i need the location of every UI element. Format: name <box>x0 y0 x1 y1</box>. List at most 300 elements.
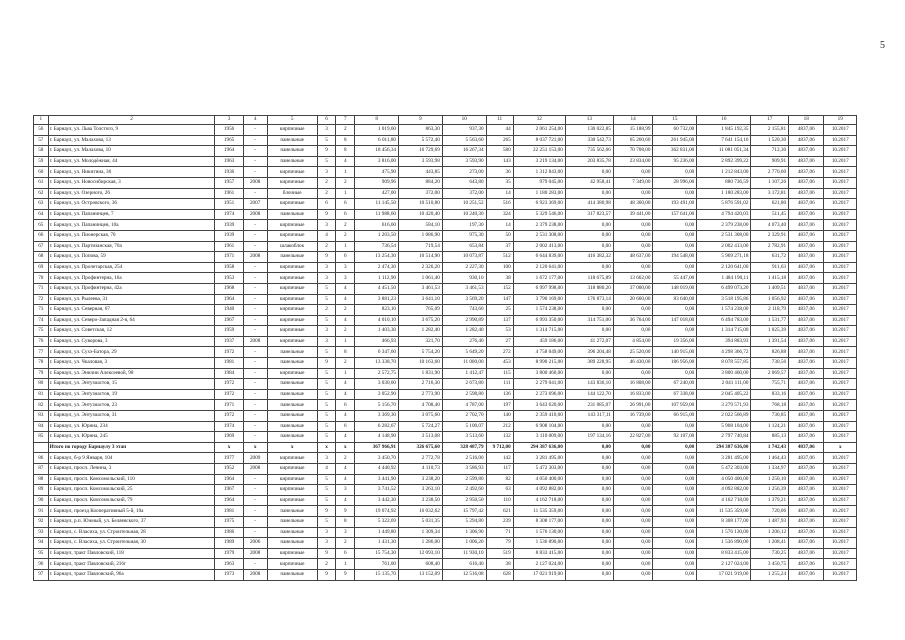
table-cell: 833,16 <box>751 389 789 400</box>
table-cell: - <box>243 485 267 496</box>
column-number-cell: 13 <box>565 116 613 125</box>
table-cell: 197,30 <box>442 220 486 231</box>
table-cell: г. Барнаул, ул. Пионерская, 70 <box>48 230 215 241</box>
table-cell: кирпичные <box>267 315 317 326</box>
table-cell: кирпичные <box>267 273 317 284</box>
table-cell: 3 052,90 <box>355 389 399 400</box>
table-cell: 1 <box>336 559 355 570</box>
table-cell: 3 <box>317 453 336 464</box>
table-cell: 4837,06 <box>789 347 824 358</box>
table-cell: 8 <box>336 135 355 146</box>
table-cell: 2 599,80 <box>442 474 486 485</box>
table-cell: 1961 <box>215 188 243 199</box>
table-cell: 8 308 177,00 <box>697 516 751 527</box>
table-cell: 396 204,48 <box>565 347 613 358</box>
table-cell: 1 061,40 <box>399 273 443 284</box>
table-cell: 0,00 <box>653 538 697 549</box>
table-cell: 414 380,98 <box>565 199 613 210</box>
table-cell: 3 030,00 <box>355 379 399 390</box>
table-cell: кирпичные <box>267 220 317 231</box>
table-cell: 3 <box>317 262 336 273</box>
table-cell: г. Барнаул, ул. Юрина, 234 <box>48 421 215 432</box>
table-cell: г. Барнаул, ул. Северная, 67 <box>48 305 215 316</box>
table-cell: 10.2017 <box>824 125 857 136</box>
table-cell: 265 <box>486 135 513 146</box>
table-cell: 13 254,30 <box>355 252 399 263</box>
table-cell: - <box>243 135 267 146</box>
table-cell: 720,06 <box>751 506 789 517</box>
table-row <box>34 336 857 347</box>
table-cell: 0,00 <box>565 326 613 337</box>
table-cell: 2 120 641,00 <box>697 262 751 273</box>
table-cell: 0,00 <box>653 241 697 252</box>
table-cell: 2006 <box>243 538 267 549</box>
table-cell: 10.2017 <box>824 421 857 432</box>
table-row <box>34 273 857 284</box>
table-cell: 2 <box>336 538 355 549</box>
table-cell: панельные <box>267 347 317 358</box>
table-cell: 512 <box>486 252 513 263</box>
table-cell: 2 892 399,22 <box>697 156 751 167</box>
table-cell: 5 472 303,00 <box>697 464 751 475</box>
table-cell: 4837,06 <box>789 442 824 453</box>
table-cell: 42 958,41 <box>565 177 613 188</box>
table-cell: 1 536 890,00 <box>513 538 565 549</box>
table-cell: 1 531,77 <box>751 315 789 326</box>
table-cell: 930,10 <box>442 273 486 284</box>
table-cell: г. Барнаул, ул. Энтузиастов, 31 <box>48 411 215 422</box>
table-cell: 0,00 <box>613 474 653 485</box>
table-cell: г. Барнаул, тракт Павловский, 96а <box>48 569 215 580</box>
table-row <box>34 177 857 188</box>
table-cell: 5 <box>317 389 336 400</box>
table-cell: 11 535 359,00 <box>513 506 565 517</box>
table-cell: кирпичные <box>267 283 317 294</box>
table-cell: - <box>243 379 267 390</box>
table-cell: 194 548,00 <box>653 252 697 263</box>
table-cell: 3 593,90 <box>442 156 486 167</box>
column-number-row <box>34 116 857 125</box>
table-cell: 50 <box>486 230 513 241</box>
table-cell: - <box>243 358 267 369</box>
table-cell: 143 <box>486 156 513 167</box>
table-cell: 743,60 <box>442 305 486 316</box>
table-cell: 144 122,70 <box>565 389 613 400</box>
table-cell: 48 360,00 <box>613 199 653 210</box>
table-cell: 23 834,00 <box>613 156 653 167</box>
table-cell: 92 <box>34 516 49 527</box>
table-cell: 4 050 400,00 <box>513 474 565 485</box>
table-cell: 56 <box>34 125 49 136</box>
table-cell: 11 145,50 <box>355 199 399 210</box>
table-cell: 38 <box>486 273 513 284</box>
table-cell: 0,00 <box>613 495 653 506</box>
table-row <box>34 485 857 496</box>
table-cell: 13 152,09 <box>399 569 443 580</box>
table-row <box>34 262 857 273</box>
table-cell: 3 450,75 <box>751 559 789 570</box>
table-cell: 2 <box>336 220 355 231</box>
table-cell: 5 <box>317 368 336 379</box>
table-cell: 328 487,79 <box>442 442 486 453</box>
table-cell: 3 <box>317 538 336 549</box>
table-row <box>34 464 857 475</box>
table-cell: 44 <box>486 125 513 136</box>
table-cell: 4 <box>336 315 355 326</box>
table-cell: 0,00 <box>653 326 697 337</box>
table-row <box>34 474 857 485</box>
table-cell: 7 349,00 <box>613 177 653 188</box>
table-cell: 10.2017 <box>824 230 857 241</box>
table-cell: 10.2017 <box>824 506 857 517</box>
table-cell: 10 510,80 <box>399 199 443 210</box>
table-cell: - <box>243 262 267 273</box>
table-cell: 0,00 <box>613 485 653 496</box>
table-cell: - <box>243 474 267 485</box>
table-cell: 10 240,30 <box>442 209 486 220</box>
column-number-cell: 11 <box>486 116 513 125</box>
table-cell: 884,20 <box>399 177 443 188</box>
table-cell: 2008 <box>243 177 267 188</box>
table-cell: панельные <box>267 358 317 369</box>
table-cell: 3 <box>317 527 336 538</box>
table-cell: 2 022 566,89 <box>697 411 751 422</box>
table-cell: 511,45 <box>751 209 789 220</box>
table-cell: 66 <box>34 230 49 241</box>
column-number-cell: 9 <box>399 116 443 125</box>
table-row <box>34 559 857 570</box>
table-cell: - <box>243 220 267 231</box>
table-cell: 1956 <box>215 125 243 136</box>
table-cell: 53 <box>486 326 513 337</box>
table-cell: г. Барнаул, ул. Чкаловая, 3 <box>48 358 215 369</box>
table-cell: - <box>243 273 267 284</box>
table-cell: 16 808,00 <box>613 379 653 390</box>
table-cell: 2 <box>317 188 336 199</box>
table-cell: 0,00 <box>653 474 697 485</box>
table-cell: 2 782,91 <box>751 241 789 252</box>
table-cell: - <box>243 411 267 422</box>
table-cell: г. Барнаул, ул. Юрина, 245 <box>48 432 215 443</box>
table-cell: 712,30 <box>751 146 789 157</box>
table-cell: 6 908 104,00 <box>513 421 565 432</box>
table-cell: г. Барнаул, ул. Партизанская, 70а <box>48 241 215 252</box>
table-cell: 0,00 <box>565 548 613 559</box>
table-cell: 2008 <box>243 209 267 220</box>
table-cell: 94 <box>34 538 49 549</box>
table-cell: 62 <box>34 188 49 199</box>
table-cell: 4 758 049,00 <box>513 347 565 358</box>
table-cell: 68 <box>34 252 49 263</box>
table-cell: 0,00 <box>653 421 697 432</box>
table-cell: 110 <box>486 495 513 506</box>
table-cell: 3 641,10 <box>399 294 443 305</box>
table-cell: 10.2017 <box>824 548 857 559</box>
table-cell: г. Барнаул, ул. Малахова, 10 <box>48 146 215 157</box>
table-cell: 140 915,00 <box>653 347 697 358</box>
table-cell: 1 576 130,00 <box>697 527 751 538</box>
table-cell: 1971 <box>215 400 243 411</box>
table-cell: 5 908 104,00 <box>697 421 751 432</box>
table-cell: 203 835,78 <box>565 156 613 167</box>
table-cell: 2 359 410,00 <box>513 411 565 422</box>
table-cell: 1969 <box>215 432 243 443</box>
table-cell: 330 542,73 <box>565 135 613 146</box>
table-cell: 394 883,93 <box>697 336 751 347</box>
table-cell: 0,00 <box>653 305 697 316</box>
table-cell: 10.2017 <box>824 411 857 422</box>
table-row <box>34 516 857 527</box>
table-cell: 3 569,20 <box>442 294 486 305</box>
table-cell: 11 081 051,34 <box>697 146 751 157</box>
table-cell: 1 282,40 <box>442 326 486 337</box>
table-cell: 6 <box>336 548 355 559</box>
table-cell: 880 736,59 <box>697 177 751 188</box>
table-row <box>34 421 857 432</box>
table-cell: 157 641,00 <box>653 209 697 220</box>
table-cell <box>34 442 49 453</box>
housing-register-table <box>33 115 857 581</box>
table-cell: 19 074,92 <box>355 506 399 517</box>
table-cell: 92 107,00 <box>653 432 697 443</box>
table-cell: 1 742,43 <box>751 442 789 453</box>
table-cell: 2008 <box>243 336 267 347</box>
table-cell: г. Барнаул, с. Власиха, ул. Строительная, 30 <box>48 538 215 549</box>
table-cell: 136 <box>486 389 513 400</box>
table-cell: 0,00 <box>613 220 653 231</box>
table-cell: 1973 <box>215 569 243 580</box>
table-cell: 4837,06 <box>789 252 824 263</box>
table-cell: 4 110,73 <box>399 464 443 475</box>
table-cell: - <box>243 315 267 326</box>
table-cell: 82 <box>34 400 49 411</box>
table-cell: 2 <box>336 230 355 241</box>
table-cell: 5 322,69 <box>355 516 399 527</box>
table-cell: 4 <box>336 389 355 400</box>
table-cell: кирпичные <box>267 262 317 273</box>
table-cell: 22 827,00 <box>613 432 653 443</box>
table-cell: 294 387 636,00 <box>697 442 751 453</box>
table-cell: 6 499 073,20 <box>697 283 751 294</box>
table-cell: 10.2017 <box>824 220 857 231</box>
table-cell: 4 854,00 <box>613 336 653 347</box>
table-cell: 10.2017 <box>824 559 857 570</box>
table-cell: 1967 <box>215 315 243 326</box>
table-cell: 4837,06 <box>789 262 824 273</box>
table-cell: 59 <box>34 156 49 167</box>
table-cell: 4 298 366,72 <box>697 347 751 358</box>
table-cell: 294 387 636,00 <box>513 442 565 453</box>
table-cell: 2 673,80 <box>442 379 486 390</box>
table-cell: 3 <box>317 220 336 231</box>
table-cell: 147 <box>486 294 513 305</box>
table-cell: 6 011,80 <box>355 135 399 146</box>
table-cell: г. Барнаул, ул. Молодёжная, 44 <box>48 156 215 167</box>
table-cell: 1 <box>336 368 355 379</box>
table-cell: 2 379 238,00 <box>697 220 751 231</box>
table-cell: 2 002 413,00 <box>513 241 565 252</box>
table-cell: 1 <box>336 167 355 178</box>
table-cell: 0,00 <box>613 230 653 241</box>
table-cell: 4 092 882,00 <box>513 485 565 496</box>
table-cell: 2 <box>336 125 355 136</box>
table-cell: 823,10 <box>355 305 399 316</box>
table-cell: x <box>243 442 267 453</box>
table-cell: 115 <box>486 368 513 379</box>
table-cell: 1 056,92 <box>751 294 789 305</box>
table-cell: 11 930,10 <box>442 548 486 559</box>
table-cell: 77 <box>34 347 49 358</box>
table-cell: панельные <box>267 135 317 146</box>
table-cell: 1981 <box>215 358 243 369</box>
table-cell: 5 572,40 <box>399 135 443 146</box>
table-cell: 475,90 <box>355 167 399 178</box>
table-cell: 14 <box>486 220 513 231</box>
table-cell: 5 <box>317 135 336 146</box>
table-cell: 63 <box>486 485 513 496</box>
table-cell: 1968 <box>215 283 243 294</box>
table-cell: 317 823,57 <box>565 209 613 220</box>
table-cell: 107 959,00 <box>653 400 697 411</box>
table-row <box>34 230 857 241</box>
table-cell: 4837,06 <box>789 167 824 178</box>
table-cell: панельные <box>267 156 317 167</box>
table-cell: 5 <box>317 315 336 326</box>
table-cell: панельные <box>267 569 317 580</box>
table-row <box>34 167 857 178</box>
table-cell: 318 880,20 <box>565 283 613 294</box>
table-cell: г. Барнаул, ул. Рылеева, 31 <box>48 294 215 305</box>
table-cell: 1 314 715,00 <box>513 326 565 337</box>
table-cell: 15 135,70 <box>355 569 399 580</box>
table-cell: 10.2017 <box>824 315 857 326</box>
table-cell: 87 <box>34 464 49 475</box>
table-cell: 1951 <box>215 199 243 210</box>
table-row <box>34 400 857 411</box>
table-cell: г. Барнаул, ул. Советская, 12 <box>48 326 215 337</box>
table-cell: 1 314 715,00 <box>697 326 751 337</box>
table-cell: 4 050 400,00 <box>697 474 751 485</box>
table-cell: 10.2017 <box>824 368 857 379</box>
table-cell: 0,00 <box>653 569 697 580</box>
table-cell: 4837,06 <box>789 336 824 347</box>
table-cell: г. Барнаул, ул. Новосибирская, 3 <box>48 177 215 188</box>
table-cell: панельные <box>267 506 317 517</box>
table-cell: 1939 <box>215 230 243 241</box>
table-cell: 4 <box>336 379 355 390</box>
table-cell: 1964 <box>215 146 243 157</box>
table-cell: 10.2017 <box>824 538 857 549</box>
table-cell: 3 <box>336 527 355 538</box>
table-cell: 4837,06 <box>789 209 824 220</box>
column-number-cell: 4 <box>243 116 267 125</box>
table-cell: 0,00 <box>565 220 613 231</box>
table-cell: 2 773,90 <box>399 389 443 400</box>
table-cell: 1 576 130,00 <box>513 527 565 538</box>
table-cell: 2 531 308,00 <box>513 230 565 241</box>
column-number-cell: 16 <box>697 116 751 125</box>
table-cell: 5 876 591,02 <box>697 199 751 210</box>
table-cell: г. Барнаул, ул. Северо-Западная 2-я, 64 <box>48 315 215 326</box>
table-cell: 6 <box>336 199 355 210</box>
table-cell: 13 338,70 <box>355 358 399 369</box>
table-cell: г. Барнаул, ул. Энтузиастов, 15 <box>48 379 215 390</box>
table-cell: блочные <box>267 188 317 199</box>
table-cell: 1 208,41 <box>751 538 789 549</box>
table-cell: 10.2017 <box>824 347 857 358</box>
table-cell: 1 025,39 <box>751 326 789 337</box>
table-row <box>34 305 857 316</box>
table-cell: 0,00 <box>653 368 697 379</box>
table-cell: 7 641 154,16 <box>697 135 751 146</box>
table-cell: 4837,06 <box>789 464 824 475</box>
table-cell: 89 <box>34 485 49 496</box>
table-cell: 2 598,80 <box>442 389 486 400</box>
table-cell: 67 <box>34 241 49 252</box>
table-cell: 84 <box>34 421 49 432</box>
table-cell: 0,00 <box>565 538 613 549</box>
table-cell: 61 <box>34 177 49 188</box>
table-cell: 83 <box>34 411 49 422</box>
table-cell: г. Барнаул, просп. Комсомольский, 25 <box>48 485 215 496</box>
table-cell: 1 831,90 <box>399 368 443 379</box>
table-cell: 885,13 <box>751 432 789 443</box>
table-cell: 3 <box>336 485 355 496</box>
table-row <box>34 432 857 443</box>
table-cell: 730,56 <box>751 358 789 369</box>
table-cell: 3 <box>317 273 336 284</box>
table-cell: 1 391,54 <box>751 336 789 347</box>
table-cell: 10.2017 <box>824 516 857 527</box>
table-cell: 3 442,30 <box>355 495 399 506</box>
table-cell: 9 <box>317 569 336 580</box>
table-cell: 9 <box>317 146 336 157</box>
table-cell: 1 415,18 <box>751 273 789 284</box>
table-cell: 3 881,23 <box>355 294 399 305</box>
table-cell: 8 990 215,00 <box>513 358 565 369</box>
table-cell: панельные <box>267 538 317 549</box>
table-cell: 2 990,89 <box>442 315 486 326</box>
table-cell: 67 240,00 <box>653 379 697 390</box>
table-cell: г. Барнаул, р.п. Южный, ул. Беляевского, 37 <box>48 516 215 527</box>
table-cell: 3 <box>336 262 355 273</box>
table-cell: 273,00 <box>442 167 486 178</box>
table-cell: - <box>243 146 267 157</box>
table-cell: 608,40 <box>399 559 443 570</box>
table-cell: г. Барнаул, ул. Островского, 36 <box>48 199 215 210</box>
table-cell: 81 <box>34 389 49 400</box>
table-cell: 90 <box>34 495 49 506</box>
table-cell: 4837,06 <box>789 230 824 241</box>
table-cell: 5 <box>317 400 336 411</box>
table-cell: 909,91 <box>751 156 789 167</box>
table-row <box>34 538 857 549</box>
table-cell: 416 382,32 <box>565 252 613 263</box>
table-cell: 5 294,80 <box>442 516 486 527</box>
table-cell: 9 <box>336 506 355 517</box>
table-cell: 9 <box>317 358 336 369</box>
table-cell: 4837,06 <box>789 305 824 316</box>
table-cell: 326 675,60 <box>399 442 443 453</box>
table-row <box>34 252 857 263</box>
table-cell: 0,00 <box>653 167 697 178</box>
column-number-cell: 1 <box>34 116 49 125</box>
table-cell: 2 702,70 <box>442 411 486 422</box>
table-cell: 10.2017 <box>824 273 857 284</box>
table-cell: 621 <box>486 506 513 517</box>
table-cell: 4 <box>336 294 355 305</box>
table-cell: 5 <box>317 421 336 432</box>
